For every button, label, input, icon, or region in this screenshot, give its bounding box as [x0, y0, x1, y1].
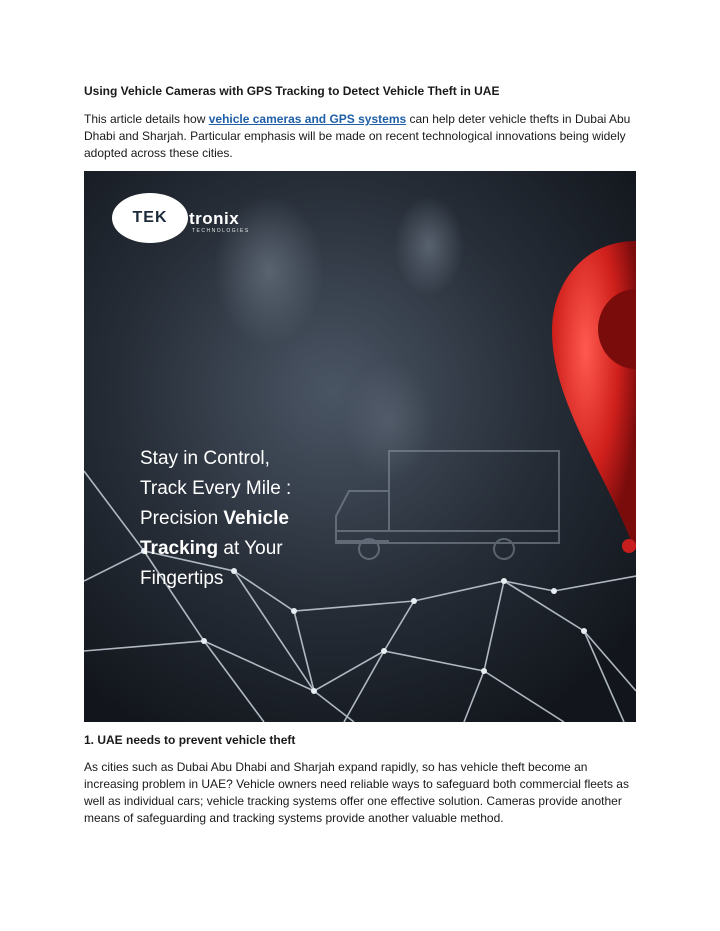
article-title: Using Vehicle Cameras with GPS Tracking to Detect Vehicle Theft in UAE [84, 84, 500, 98]
hero-image [84, 171, 636, 722]
headline-line-3: Precision Vehicle [140, 508, 289, 529]
logo-subtitle: TECHNOLOGIES [192, 228, 250, 234]
logo-badge [112, 193, 188, 243]
logo-brand: tronix [189, 209, 240, 228]
intro-paragraph [84, 111, 644, 162]
hero-headline [140, 444, 400, 594]
headline-line-5: Fingertips [140, 568, 224, 589]
intro-text-before: This article details how [84, 112, 209, 126]
headline-line-1: Stay in Control, [140, 448, 270, 469]
intro-text-after: can help deter vehicle thefts in Dubai Abu Dhabi and Sharjah. Particular emphasis will be made on recent technological innovations being widely adopted across these cities. [84, 112, 631, 160]
logo-mark: TEK [132, 209, 168, 226]
section-body: As cities such as Dubai Abu Dhabi and Sharjah expand rapidly, so has vehicle theft become an increasing problem in UAE? Vehicle owners need reliable ways to safeguard both commercial fleets as well as individual cars; vehicle tracking systems offer one effective solution. Cameras provide another means of safeguarding and tracking systems provide another valuable method. [84, 760, 629, 825]
headline-line-4: Tracking at Your [140, 538, 283, 559]
section-heading: 1. UAE needs to prevent vehicle theft [84, 733, 296, 747]
vehicle-cameras-link[interactable]: vehicle cameras and GPS systems [208, 112, 407, 126]
headline-line-2: Track Every Mile : [140, 478, 292, 499]
